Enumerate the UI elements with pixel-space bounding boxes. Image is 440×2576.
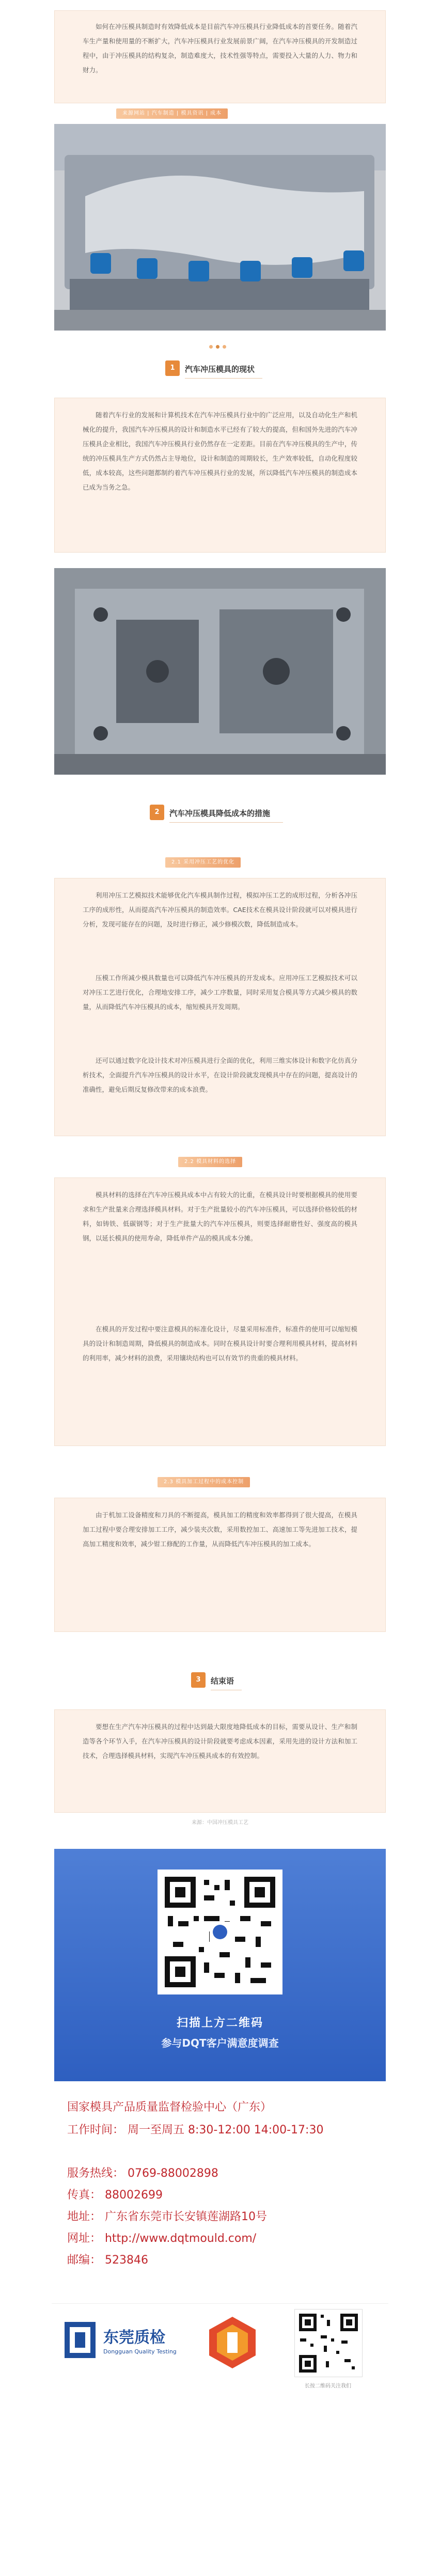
section-number-badge: 1 (165, 360, 180, 376)
footer-qr-code[interactable] (294, 2309, 363, 2377)
scan-instruction: 扫描上方二维码 (176, 2017, 263, 2030)
section-number-badge: 3 (191, 1672, 206, 1688)
working-hours: 工作时间： 周一至周五 8:30-12:00 14:00-17:30 (67, 2124, 324, 2137)
section-underline (185, 378, 262, 379)
die-detail-photo (54, 568, 386, 775)
section-title: 汽车冲压模具降低成本的措施 (169, 809, 271, 818)
source-pill: 来源网站 | 汽车制造 | 模具资讯 | 成本 (116, 108, 228, 119)
section-1-heading (165, 356, 289, 387)
dqt-logo-icon (62, 2319, 98, 2361)
section-underline (169, 822, 283, 823)
section-number-badge: 2 (150, 805, 164, 820)
intro-paragraph: 如何在冲压模具制造时有效降低成本是目前汽车冲压模具行业降低成本的首要任务。随着汽车生产量和使用量的不断扩大，汽车冲压模具行业发展前景广阔，在汽车冲压模具的开发制造过程中，由于冲压模具的结构复杂，制造难度大，技术性强等特点，需要投入大量的人力、物力和财力。 (83, 23, 357, 74)
footer-brand (52, 2303, 388, 2407)
subsection-2-3-pill: 2.3 模具加工过程中的成本控制 (158, 1477, 250, 1487)
stamping-die-photo (54, 124, 386, 331)
organization-name: 国家模具产品质量监督检验中心（广东） (67, 2101, 272, 2114)
service-hotline[interactable]: 服务热线： 0769-88002898 (67, 2167, 218, 2180)
logo-subtext: Dongguan Quality Testing (103, 2348, 177, 2355)
subsection-2-2-paragraph-1: 模具材料的选择在汽车冲压模具成本中占有较大的比重，在模具设计时要根据模具的使用要求和生产批量来合理选择模具材料。对于生产批量较小的汽车冲压模具，可以选择价格较低的材料，如铸铁、低碳钢等；对于生产批量大的汽车冲压模具，则要选择耐磨性好、强度高的模具钢，以延长模具的使用寿命，降低单件产品的模具成本分摊。 (83, 1191, 357, 1242)
postcode: 邮编： 523846 (67, 2254, 148, 2267)
section-1-paragraph: 随着汽车行业的发展和计算机技术在汽车冲压模具行业中的广泛应用，以及自动化生产和机械化的提升，我国汽车冲压模具的设计和制造水平已经有了较大的提高，但和国外先进的汽车冲压模具企业相比，我国汽车冲压模具行业仍然存在一定差距。目前在汽车冲压模具的生产中，传统的冲压模具生产方式仍然占主导地位，设计和制造的周期较长，生产效率较低，自动化程度较低，成本较高，这些问题都制约着汽车冲压模具行业的发展，所以降低汽车冲压模具的制造成本已成为当务之急。 (83, 411, 357, 491)
subsection-2-3-paragraph: 由于机加工设备精度和刀具的不断提高，模具加工的精度和效率都得到了很大提高，在模具加工过程中要合理安排加工工序，减少装夹次数，采用数控加工、高速加工等先进加工技术，提高加工精度和效率，减少钳工修配的工作量，从而降低汽车冲压模具的加工成本。 (83, 1511, 357, 1548)
section-3-heading (191, 1668, 274, 1699)
section-title: 结束语 (211, 1676, 234, 1686)
subsection-2-1-paragraph-1: 利用冲压工艺模拟技术能够优化汽车模具制作过程，模拟冲压工艺的成形过程，分析各冲压工序的成形性，从而提高汽车冲压模具的制造效率。CAE技术在模具设计阶段就可以对模具进行分析，发现可能存在的问题，及时进行修正，减少修模次数，降低制造成本。 (83, 891, 357, 928)
subsection-2-1-paragraph-2: 压模工作所减少模具数量也可以降低汽车冲压模具的开发成本。应用冲压工艺模拟技术可以对冲压工艺进行优化，合理地安排工序，减少工序数量，同时采用复合模具等方式减少模具的数量，从而降低汽车冲压模具的成本，缩短模具开发周期。 (83, 974, 357, 1011)
footer-qr-caption: 长按二维码关注我们 (305, 2383, 351, 2389)
subsection-2-2-paragraph-2: 在模具的开发过程中要注意模具的标准化设计，尽量采用标准件，标准件的使用可以缩短模具的设计和制造周期，降低模具的制造成本。同时在模具设计时要合理利用模具材料，提高材料的利用率，减少材料的浪费，采用镶块结构也可以有效节约贵重的模具材料。 (83, 1325, 357, 1362)
subsection-2-2-pill: 2.2 模具材料的选择 (178, 1157, 242, 1167)
address: 地址： 广东省东莞市长安镇莲湖路10号 (67, 2210, 267, 2223)
divider-dots (209, 341, 229, 346)
source-caption: 来源：中国冲压模具工艺 (192, 1820, 248, 1826)
section-title: 汽车冲压模具的现状 (185, 365, 255, 374)
website-link[interactable]: 网址： http://www.dqtmould.com/ (67, 2232, 257, 2245)
subsection-2-1-paragraph-3: 还可以通过数字化设计技术对冲压模具进行全面的优化，利用三维实体设计和数字化仿真分析技术，全面提升汽车冲压模具的设计水平，在设计阶段就发现模具中存在的问题，提高设计的准确性，避免后期反复修改带来的成本浪费。 (83, 1057, 357, 1093)
section-3-paragraph: 要想在生产汽车冲压模具的过程中达到最大限度地降低成本的目标，需要从设计、生产和制造等各个环节入手，在汽车冲压模具的设计阶段就要考虑成本因素，采用先进的设计方法和加工技术，合理选择模具材料，实现汽车冲压模具成本的有效控制。 (83, 1723, 357, 1760)
fax-number: 传真： 88002699 (67, 2189, 163, 2202)
survey-qr-banner (54, 1849, 386, 2081)
hexagon-logo-icon (207, 2314, 258, 2371)
section-2-heading (150, 800, 305, 831)
subsection-2-1-pill: 2.1 采用冲压工艺的优化 (165, 857, 241, 868)
survey-qr-code[interactable] (158, 1870, 282, 1994)
logo-text: 东莞质检 (103, 2329, 165, 2347)
survey-invitation: 参与DQT客户满意度调查 (161, 2037, 279, 2049)
